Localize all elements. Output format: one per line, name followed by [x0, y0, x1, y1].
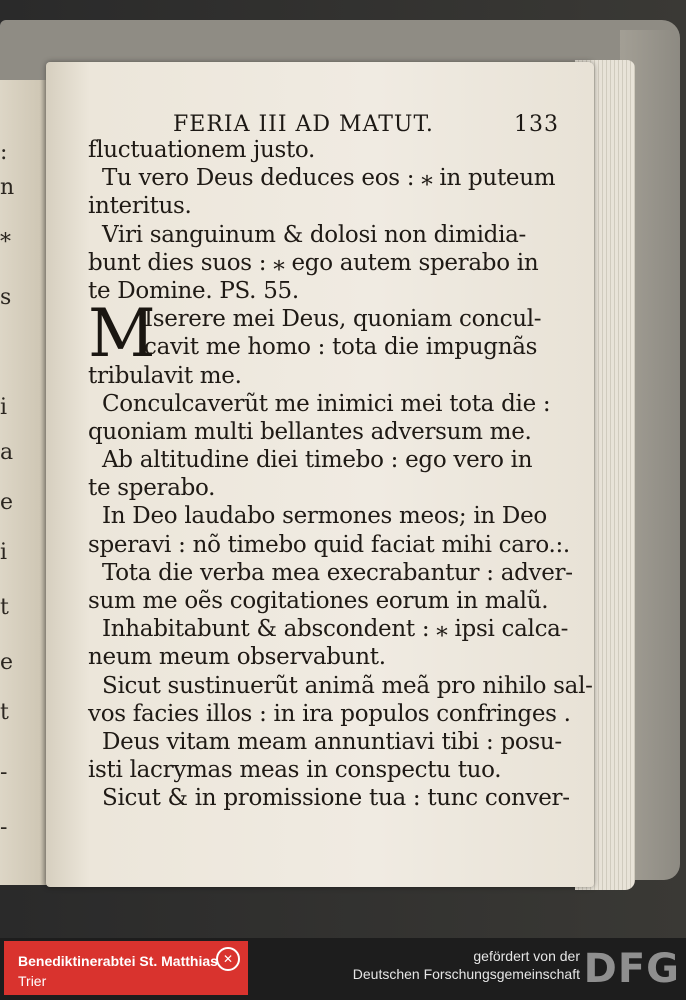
left-page-mark: i — [0, 540, 8, 565]
left-page-mark: * — [0, 230, 11, 255]
left-page-mark: s — [0, 285, 12, 310]
text-line: Sicut & in promissione tua : tunc conver- — [102, 785, 570, 812]
text-line: vos facies illos : in ira populos confringes . — [88, 700, 571, 727]
left-page-mark: - — [0, 760, 8, 785]
book-page — [46, 62, 594, 887]
text-line: Deus vitam meam annuntiavi tibi : posu- — [102, 728, 562, 755]
viewer-footer — [0, 938, 686, 1000]
page-body — [88, 136, 593, 813]
running-title: FERIA III AD MATUT. — [173, 112, 434, 137]
text-line: Inhabitabunt & abscondent : ⁎ ipsi calca- — [102, 616, 569, 643]
text-line: fluctuationem justo. — [88, 137, 316, 163]
left-page-mark: e — [0, 490, 14, 515]
text-line: isti lacrymas meas in conspectu tuo. — [88, 757, 502, 784]
left-page-mark: - — [0, 815, 8, 840]
institution-name: Benediktinerabtei St. Matthias — [18, 953, 218, 969]
text-line: quoniam multi bellantes adversum me. — [88, 418, 532, 445]
text-line: neum meum observabunt. — [88, 644, 386, 671]
text-line: Conculcaverũt me inimici mei tota die : — [102, 390, 551, 417]
text-line: Viri sanguinum & dolosi non dimidia- — [102, 221, 527, 248]
institution-city: Trier — [18, 973, 47, 989]
drop-cap-paragraph — [88, 295, 588, 373]
institution-logo-icon: ✕ — [216, 947, 240, 971]
page-number: 133 — [514, 112, 559, 137]
text-line: In Deo laudabo sermones meos; in Deo — [102, 503, 547, 530]
dfg-logo[interactable]: DFG — [583, 946, 680, 992]
text-line: te sperabo. — [88, 475, 216, 502]
text-line: bunt dies suos : ⁎ ego autem sperabo in — [88, 249, 539, 276]
left-page-mark: : — [0, 140, 8, 165]
left-page-edge — [0, 80, 50, 885]
text-line: cavit me homo : tota die impugnãs — [144, 334, 538, 361]
left-page-mark: t — [0, 595, 9, 620]
text-line: sum me oẽs cogitationes eorum in malũ. — [88, 588, 549, 614]
text-line: speravi : nõ timebo quid faciat mihi caro.:. — [88, 531, 570, 558]
left-page-mark: a — [0, 440, 14, 465]
text-line: te Domine. PS. 55. — [88, 277, 299, 304]
text-line: tribulavit me. — [88, 362, 242, 389]
text-line: Ab altitudine diei timebo : ego vero in — [102, 447, 533, 474]
funding-line: gefördert von der — [473, 948, 580, 964]
institution-badge[interactable] — [4, 941, 248, 995]
text-line: Tu vero Deus deduces eos : ⁎ in puteum — [102, 165, 556, 192]
left-page-mark: i — [0, 395, 8, 420]
funding-line: Deutschen Forschungsgemeinschaft — [352, 966, 580, 982]
text-line: Sicut sustinuerũt animã meã pro nihilo sal- — [102, 672, 593, 699]
left-page-mark: n — [0, 175, 15, 200]
text-line: Tota die verba mea execrabantur : adver- — [102, 559, 573, 586]
drop-cap: M — [88, 295, 156, 373]
text-line: interitus. — [88, 193, 192, 220]
text-line: Iserere mei Deus, quoniam concul- — [144, 306, 542, 333]
left-page-mark: e — [0, 650, 14, 675]
left-page-mark: t — [0, 700, 9, 725]
